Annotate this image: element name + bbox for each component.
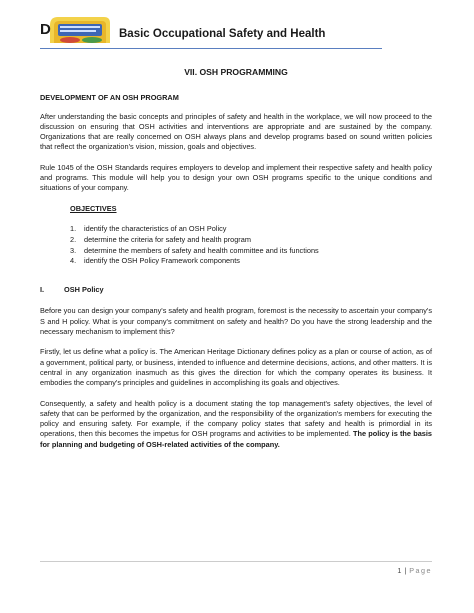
objectives-heading: OBJECTIVES xyxy=(70,203,117,213)
page-footer xyxy=(397,566,432,575)
list-number: 2. xyxy=(70,234,77,244)
list-text: identify the OSH Policy Framework components xyxy=(84,256,240,266)
page-header xyxy=(40,13,390,45)
objectives-list xyxy=(40,224,432,267)
section-heading: DEVELOPMENT OF AN OSH PROGRAM xyxy=(40,93,179,103)
list-number: 3. xyxy=(70,245,77,255)
footer-divider xyxy=(40,561,432,562)
list-text: determine the criteria for safety and health program xyxy=(84,234,251,244)
body-paragraph xyxy=(40,399,432,450)
list-item xyxy=(40,224,432,235)
document-body xyxy=(40,67,432,460)
logo-letter: D xyxy=(40,21,51,38)
page-label: Page xyxy=(409,566,432,575)
intro-paragraph: After understanding the basic concepts and principles of safety and health in the workplace, we will now proceed to the discussion on ensuring that OSH activities and interventions are appropriate and are sustained by the company. Organizations that are really concerned on OSH always plans and develop programs based on sound written policies that reflect the organization's vision, mission, goals and objectives. xyxy=(40,111,432,152)
body-paragraph: Before you can design your company's safety and health program, foremost is the necessity to ascertain your company's S and H policy. What is your company's commitment on safety and health? Do you have the strong leadership and the necessary mechanism to implement this? xyxy=(40,306,432,337)
document-title: VII. OSH PROGRAMMING xyxy=(184,67,288,77)
intro-paragraph: Rule 1045 of the OSH Standards requires employers to develop and implement their respective safety and health policy and programs. This module will help you to design your own OSH programs specific to the unique conditions and situations of your company. xyxy=(40,162,432,193)
body-paragraph: Firstly, let us define what a policy is. The American Heritage Dictionary defines policy as a plan or course of action, as of a government, political party, or business, intended to influence and determine decisions, actions, and other matters. It is central in any organization inasmuch as this gives the direction for which the company operates its business. It embodies the company's principles and guidelines in accomplishing its goals and objectives. xyxy=(40,347,432,388)
paragraph-text: Consequently, a safety and health policy is a document stating the top management's safety objectives, the level of safety that can be performed by the organization, and the responsibility of the organization's members for executing the policy and ensuring safety. For example, if the company policy states that safety and health is primordial in its operations, then this becomes the impetus for OSH programs and activities to be implemented. xyxy=(40,398,432,439)
list-item xyxy=(40,246,432,257)
list-number: 1. xyxy=(70,223,77,233)
header-divider xyxy=(40,48,382,49)
part-number: I. xyxy=(40,285,45,295)
list-number: 4. xyxy=(70,256,77,266)
header-title: Basic Occupational Safety and Health xyxy=(119,28,326,40)
footer-separator: | xyxy=(404,566,407,575)
list-text: identify the characteristics of an OSH Policy xyxy=(84,223,227,233)
part-heading xyxy=(40,285,432,295)
list-text: determine the members of safety and health committee and its functions xyxy=(84,245,319,255)
logo-emblem-icon xyxy=(40,13,114,45)
paragraph-bold-text: The policy is the basis for planning and budgeting of OSH-related activities of the company. xyxy=(40,429,432,449)
logo xyxy=(40,13,114,45)
part-title: OSH Policy xyxy=(64,285,104,295)
page-number: 1 xyxy=(397,566,402,575)
list-item xyxy=(40,235,432,246)
list-item xyxy=(40,256,432,267)
